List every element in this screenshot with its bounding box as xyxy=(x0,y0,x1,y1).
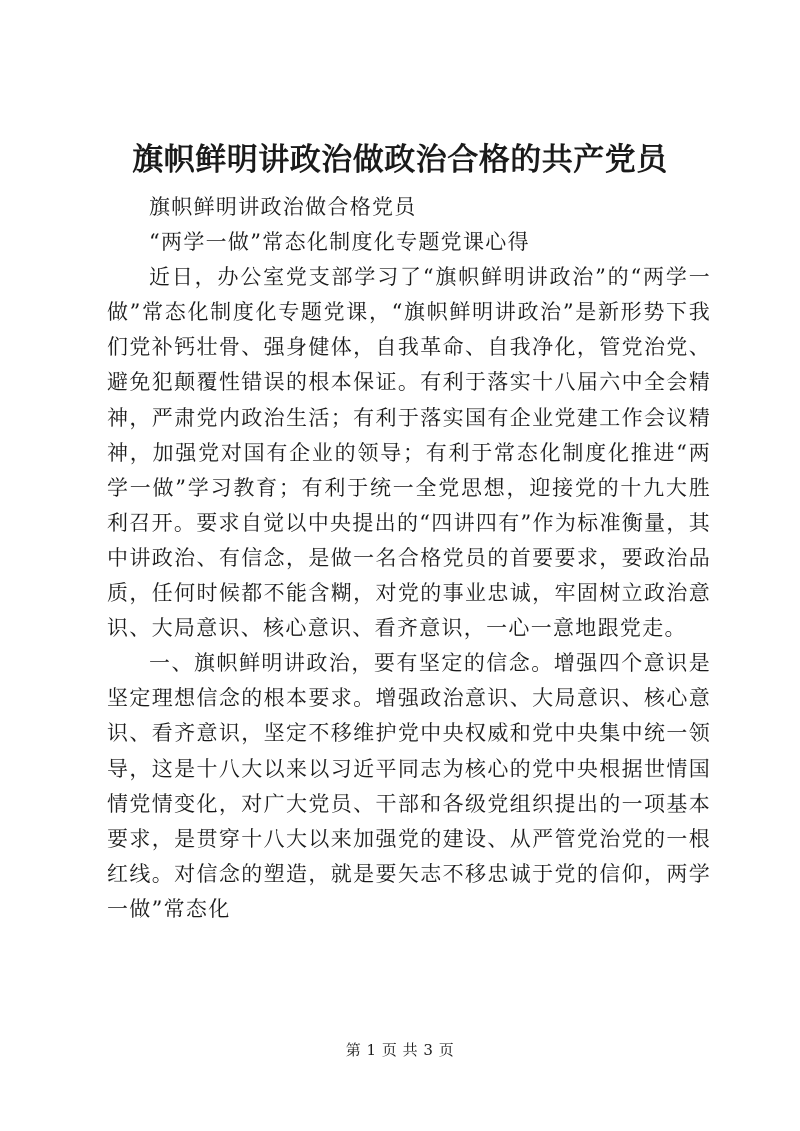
page-indicator: 第 1 页 共 3 页 xyxy=(345,1041,455,1059)
body-paragraph-2: 一、旗帜鲜明讲政治，要有坚定的信念。增强四个意识是坚定理想信念的根本要求。增强政治意识、大局意识、核心意识、看齐意识，坚定不移维护党中央权威和党中央集中统一领导，这是十八大以来以习近平同志为核心的党中央根据世情国情党情变化，对广大党员、干部和各级党组织提出的一项基本要求，是贯穿十八大以来加强党的建设、从严管党治党的一根红线。对信念的塑造，就是要矢志不移忠诚于党的信仰，两学一做”常态化 xyxy=(107,651,711,921)
body-paragraph-1: 近日，办公室党支部学习了“旗帜鲜明讲政治”的“两学一做”常态化制度化专题党课，“旗帜鲜明讲政治”是新形势下我们党补钙壮骨、强身健体，自我革命、自我净化，管党治党、避免犯颠覆性错误的根本保证。有利于落实十八届六中全会精神，严肃党内政治生活；有利于落实国有企业党建工作会议精神，加强党对国有企业的领导；有利于常态化制度化推进“两学一做”学习教育；有利于统一全党思想，迎接党的十九大胜利召开。要求自觉以中央提出的“四讲四有”作为标准衡量，其中讲政治、有信念，是做一名合格党员的首要要求，要政治品质，任何时候都不能含糊，对党的事业忠诚，牢固树立政治意识、大局意识、核心意识、看齐意识，一心一意地跟党走。 xyxy=(107,265,711,641)
subtitle-line-1: 旗帜鲜明讲政治做合格党员 xyxy=(149,195,417,219)
document-title: 旗帜鲜明讲政治做政治合格的共产党员 xyxy=(132,142,668,178)
document-body xyxy=(107,190,711,927)
subtitle-line-2: “两学一做”常态化制度化专题党课心得 xyxy=(149,230,530,255)
